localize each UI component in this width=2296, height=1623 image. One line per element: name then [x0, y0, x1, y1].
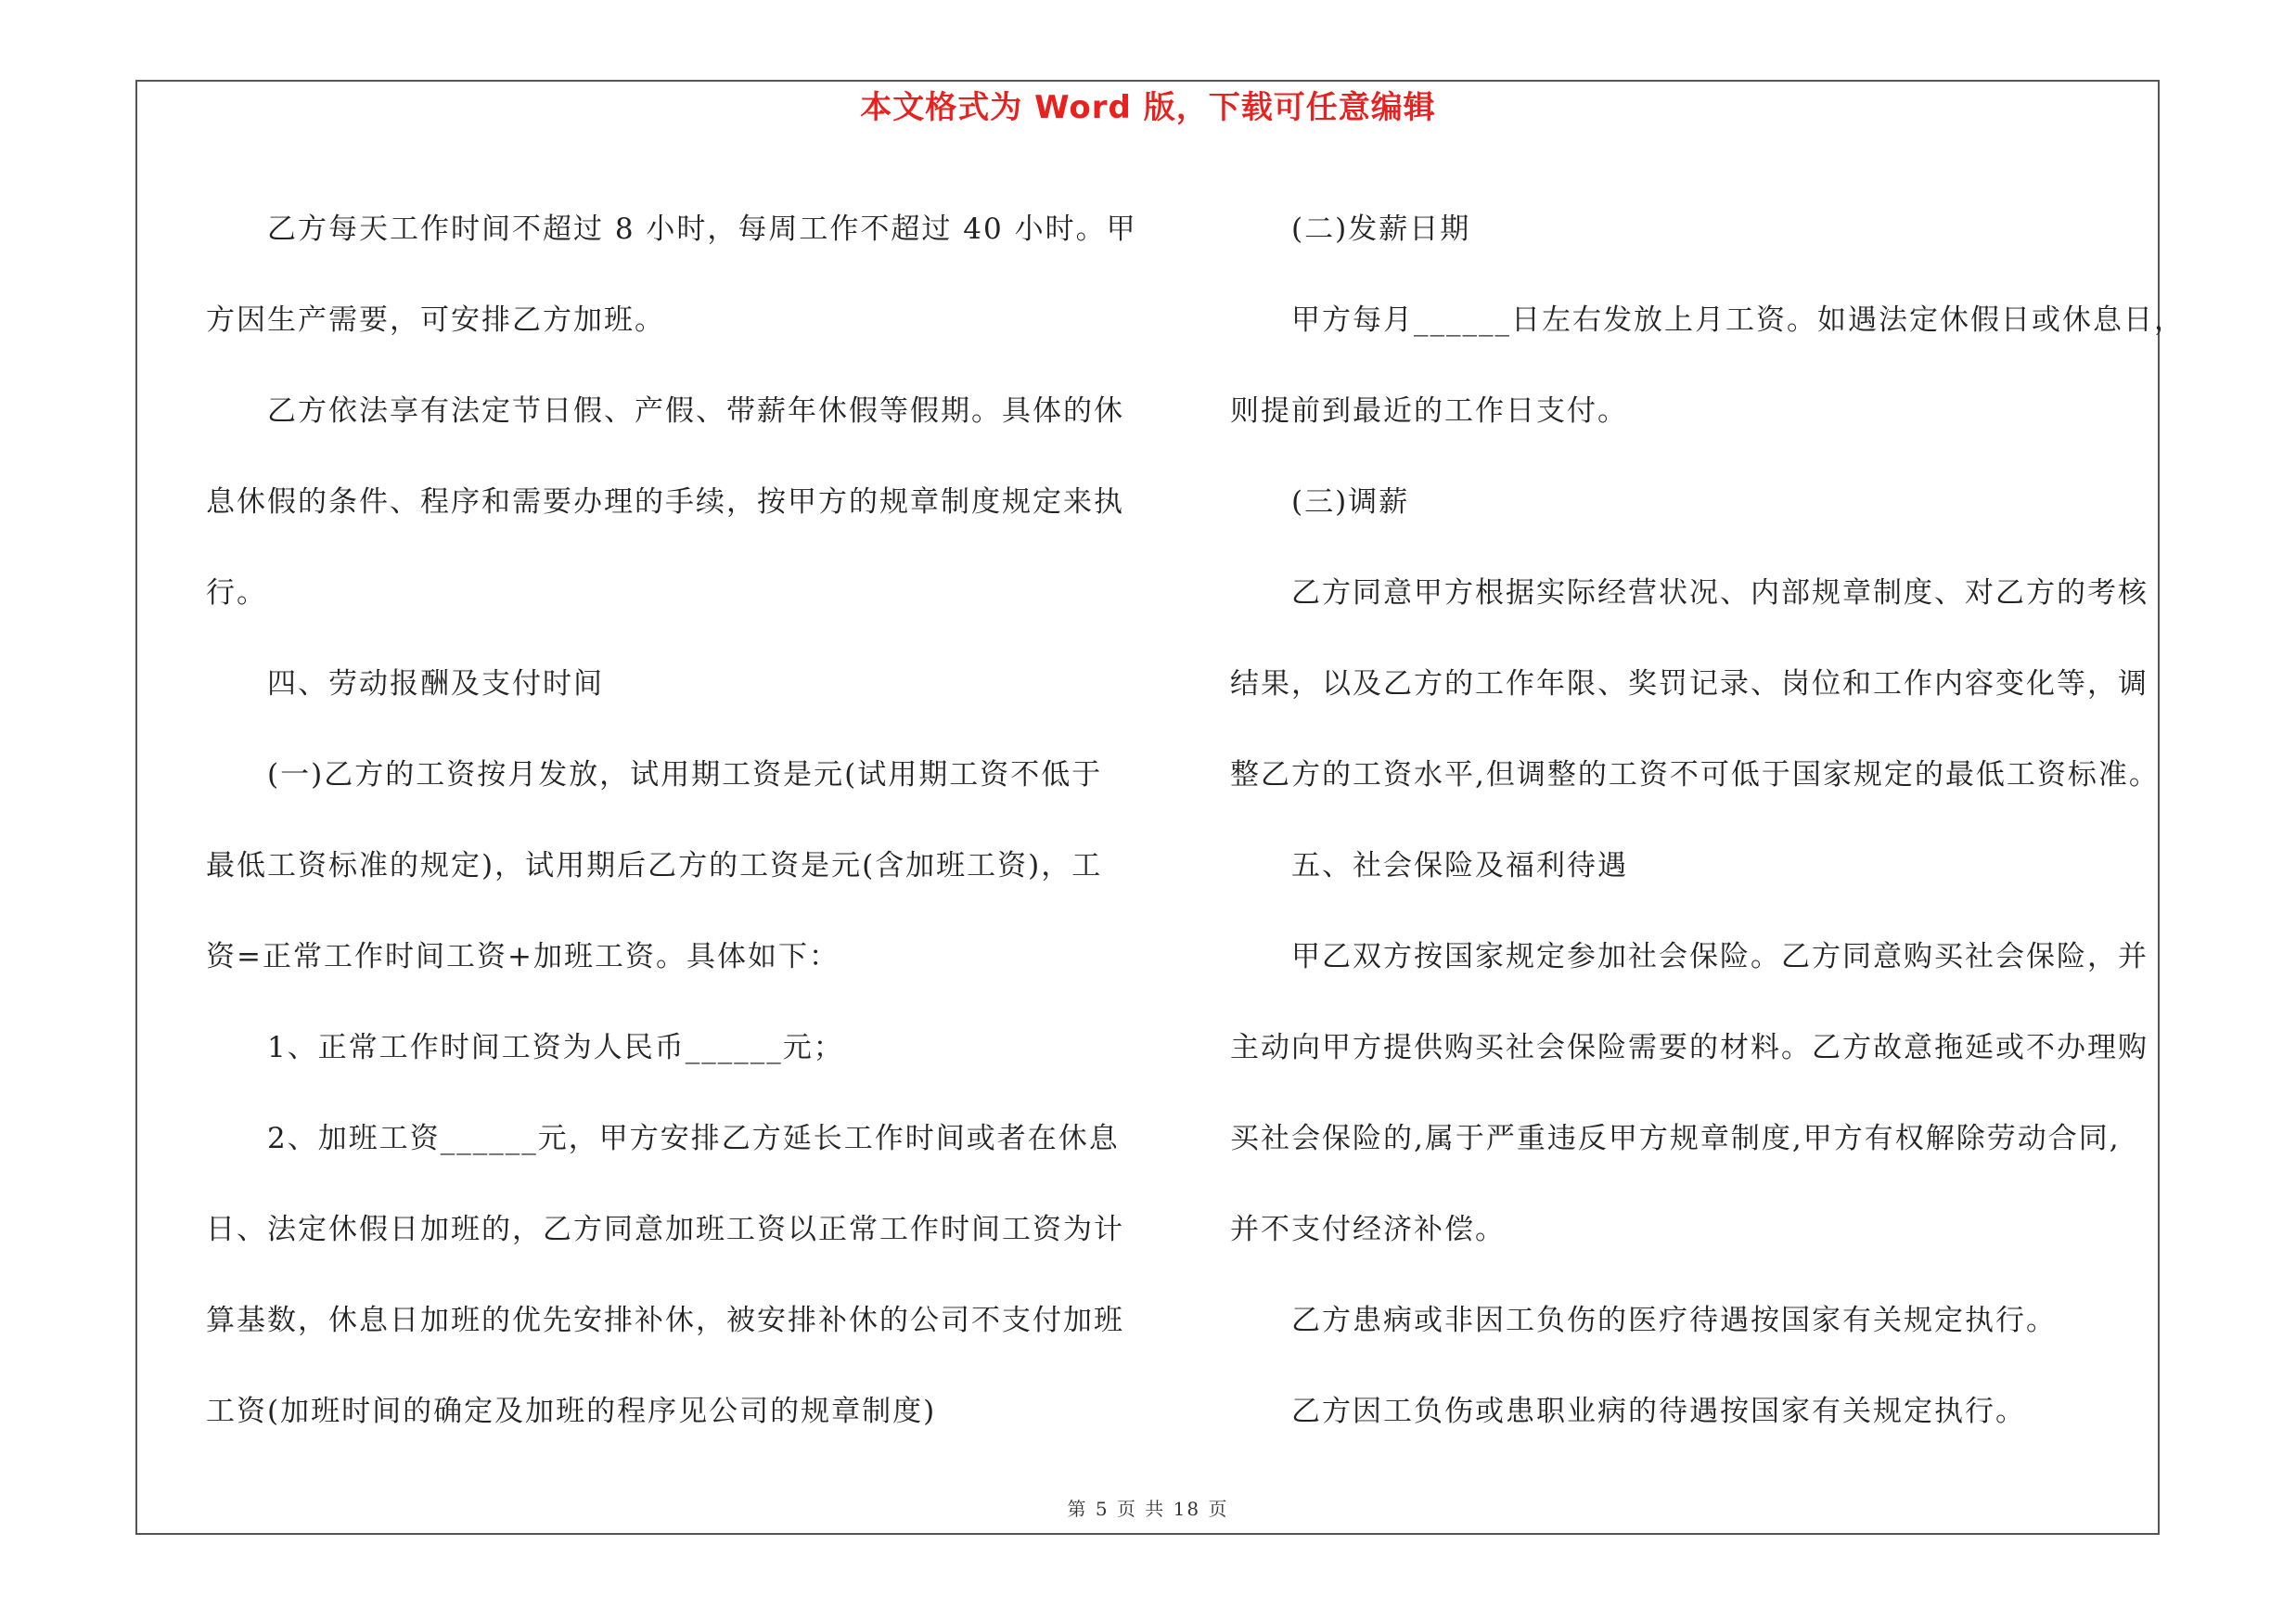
paragraph-line: 行。 [206, 576, 267, 610]
paragraph-line: 甲方每月______日左右发放上月工资。如遇法定休假日或休息日， [1291, 303, 2185, 337]
subsection-heading: (三)调薪 [1291, 485, 1410, 519]
paragraph-line: 甲乙双方按国家规定参加社会保险。乙方同意购买社会保险，并 [1291, 940, 2148, 973]
paragraph-line: 买社会保险的,属于严重违反甲方规章制度,甲方有权解除劳动合同, [1230, 1122, 2121, 1155]
paragraph-line: 乙方因工负伤或患职业病的待遇按国家有关规定执行。 [1291, 1395, 2026, 1428]
left-column [206, 184, 1137, 1457]
paragraph-line: 整乙方的工资水平,但调整的工资不可低于国家规定的最低工资标准。 [1230, 758, 2160, 792]
paragraph-line: 结果，以及乙方的工作年限、奖罚记录、岗位和工作内容变化等，调 [1230, 667, 2148, 701]
paragraph-line: 主动向甲方提供购买社会保险需要的材料。乙方故意拖延或不办理购 [1230, 1031, 2148, 1064]
paragraph-line: 并不支付经济补偿。 [1230, 1213, 1506, 1246]
subsection-heading: (二)发薪日期 [1291, 213, 1471, 246]
section-heading: 四、劳动报酬及支付时间 [267, 667, 604, 701]
paragraph-line: 乙方患病或非因工负伤的医疗待遇按国家有关规定执行。 [1291, 1304, 2057, 1337]
paragraph-line: (一)乙方的工资按月发放，试用期工资是元(试用期工资不低于 [267, 758, 1103, 792]
section-heading: 五、社会保险及福利待遇 [1291, 849, 1628, 882]
paragraph-line: 乙方同意甲方根据实际经营状况、内部规章制度、对乙方的考核 [1291, 576, 2148, 610]
paragraph-line: 息休假的条件、程序和需要办理的手续，按甲方的规章制度规定来执 [206, 485, 1124, 519]
paragraph-line: 资=正常工作时间工资+加班工资。具体如下： [206, 940, 840, 973]
paragraph-line: 最低工资标准的规定)，试用期后乙方的工资是元(含加班工资)，工 [206, 849, 1103, 882]
paragraph-line: 则提前到最近的工作日支付。 [1230, 394, 1628, 428]
page-number-footer: 第 5 页 共 18 页 [1067, 1498, 1229, 1520]
paragraph-line: 算基数，休息日加班的优先安排补休，被安排补休的公司不支付加班 [206, 1304, 1124, 1337]
paragraph-line: 1、正常工作时间工资为人民币______元； [267, 1031, 844, 1064]
paragraph-line: 乙方依法享有法定节日假、产假、带薪年休假等假期。具体的休 [267, 394, 1124, 428]
paragraph-line: 乙方每天工作时间不超过 8 小时，每周工作不超过 40 小时。甲 [267, 213, 1137, 246]
paragraph-line: 工资(加班时间的确定及加班的程序见公司的规章制度) [206, 1395, 937, 1428]
right-column [1230, 184, 2185, 1457]
paragraph-line: 方因生产需要，可安排乙方加班。 [206, 303, 665, 337]
paragraph-line: 2、加班工资______元，甲方安排乙方延长工作时间或者在休息 [267, 1122, 1120, 1155]
paragraph-line: 日、法定休假日加班的，乙方同意加班工资以正常工作时间工资为计 [206, 1213, 1124, 1246]
word-format-banner: 本文格式为 Word 版，下载可任意编辑 [860, 89, 1436, 126]
